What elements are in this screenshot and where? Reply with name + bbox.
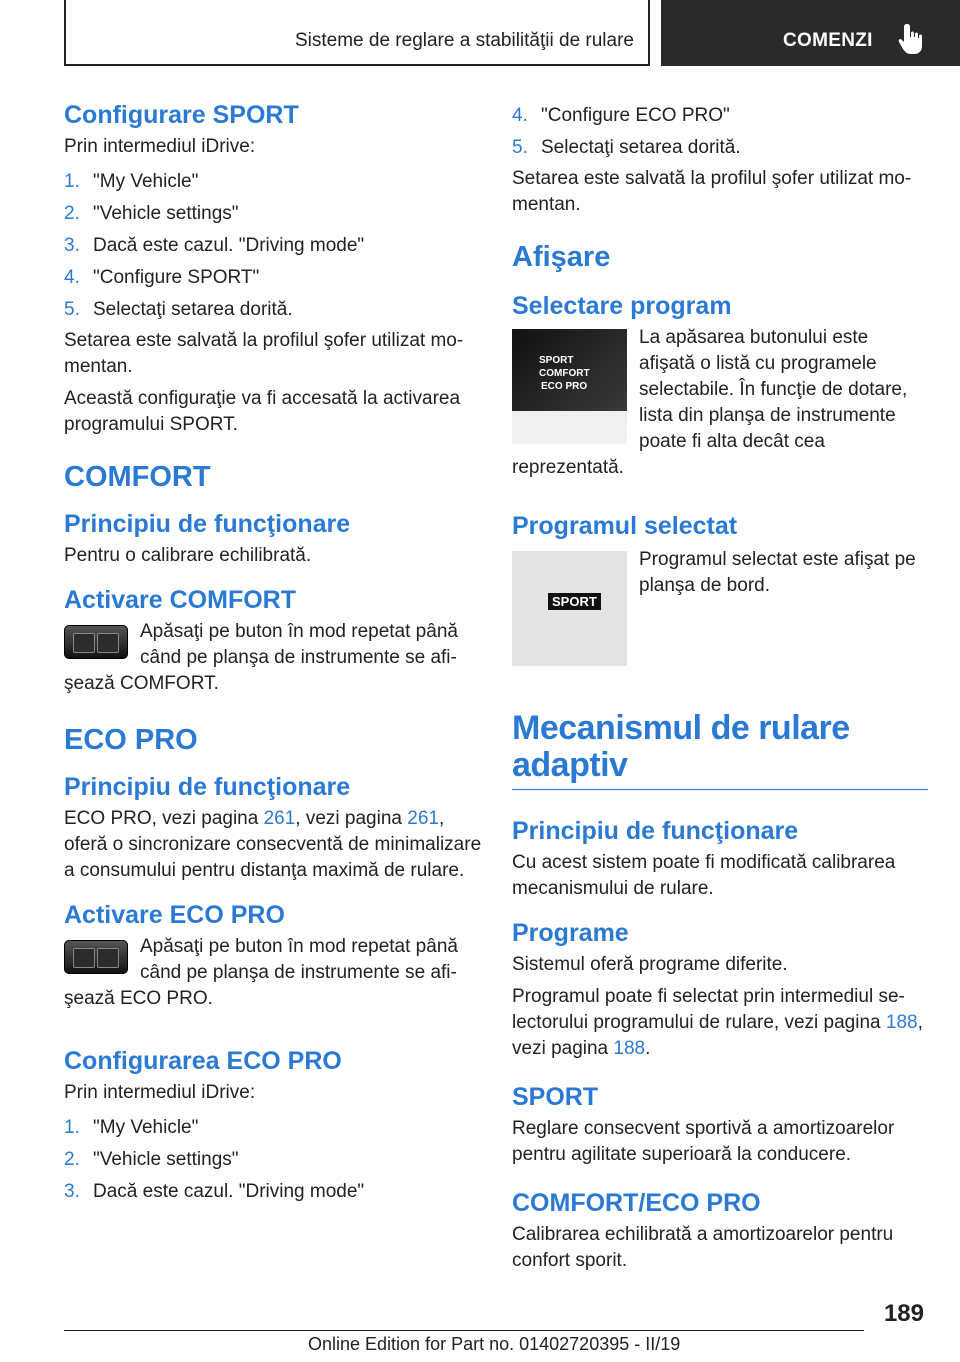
list-item: 1. "My Vehicle" (64, 171, 199, 192)
sport-text: Reglare consecvent sportivă a amortizoarelor pentru agilitate superioară la conducere. (512, 1117, 895, 1165)
eco-config-steps (64, 1112, 482, 1208)
config-sport-steps (64, 166, 482, 326)
select-program-heading: Selectare program (512, 291, 732, 320)
eco-config-steps-cont (512, 100, 928, 164)
footer-divider (64, 1330, 864, 1331)
hand-pointer-icon (897, 22, 927, 56)
page-link[interactable]: 261 (407, 807, 439, 829)
page-number: 189 (883, 1300, 924, 1327)
list-item: 4. "Configure SPORT" (64, 267, 260, 288)
section-label: COMENZI (783, 30, 873, 51)
comfort-activate-block (64, 619, 482, 697)
list-item: 1. "My Vehicle" (64, 1116, 199, 1138)
eco-config-intro: Prin intermediul iDrive: (64, 1081, 256, 1103)
config-sport-heading: Configurare SPORT (64, 101, 299, 129)
edition-text: Online Edition for Part no. 01402720395 - II/19 (308, 1334, 681, 1354)
chapter-title-box (64, 0, 650, 66)
list-item: 2. "Vehicle settings" (64, 203, 239, 224)
programs-text: Sistemul oferă programe diferite. (512, 953, 788, 975)
saved-note: Setarea este salvată la profilul şofer utilizat mo-mentan. (64, 330, 464, 377)
eco-activate-heading: Activare ECO PRO (64, 900, 285, 929)
page-link[interactable]: 261 (263, 807, 296, 829)
comfort-principle-heading: Principiu de funcţionare (64, 509, 351, 538)
comfort-principle-text: Pentru o calibrare echilibrată. (64, 544, 312, 566)
list-item: 5. Selectaţi setarea dorită. (512, 137, 741, 158)
eco-activate-text: Apăsaţi pe buton în mod repetat până când pe planşa de instrumente se afi-şează ECO PRO. (64, 935, 458, 1009)
list-item: 4. "Configure ECO PRO" (512, 105, 730, 126)
list-item: 3. Dacă este cazul. "Driving mode" (64, 1180, 365, 1202)
driving-mode-button-image (64, 940, 128, 974)
page-link[interactable]: 188 (613, 1037, 646, 1059)
selected-program-heading: Programul selectat (512, 511, 738, 540)
comfort-eco-text: Calibrarea echilibrată a amortizoarelor pentru confort sporit. (512, 1223, 894, 1271)
eco-pro-heading: ECO PRO (64, 723, 198, 756)
adaptive-principle-text: Cu acest sistem poate fi modificată calibrarea mecanismului de rulare. (512, 851, 896, 899)
display-heading: Afişare (512, 241, 611, 273)
menu-item: SPORT (539, 354, 574, 366)
sport-heading: SPORT (512, 1082, 599, 1111)
menu-item: ECO PRO (541, 380, 588, 392)
comfort-activate-text: Apăsaţi pe buton în mod repetat până când pe planşa de instrumente se afi-şează COMFORT. (64, 620, 458, 694)
section-tab[interactable] (661, 0, 960, 66)
programs-selector-text: Programul poate fi selectat prin intermediul se-lectorului programului de rulare, vezi pagina 188, vezi pagina 188. (512, 985, 923, 1059)
selected-program-text: Programul selectat este afişat pe planşa de bord. (639, 548, 916, 596)
page-link[interactable]: 188 (885, 1011, 918, 1033)
right-column (512, 100, 928, 1274)
sport-tag: SPORT (548, 593, 601, 610)
access-note: Această configuraţie va fi accesată la activarea programului SPORT. (64, 388, 461, 435)
eco-principle-text: ECO PRO, vezi pagina 261, vezi pagina 261, oferă o sincronizare consecventă de minimalizare a consumului pentru distanţa maximă de rulare. (64, 807, 482, 881)
adaptive-chassis-heading: Mecanismul de rulare adaptiv (512, 710, 928, 790)
comfort-activate-heading: Activare COMFORT (64, 585, 296, 614)
comfort-eco-heading: COMFORT/ECO PRO (512, 1188, 761, 1217)
select-program-block (512, 325, 928, 481)
eco-activate-block (64, 934, 482, 1012)
page-header (0, 0, 960, 66)
list-item: 2. "Vehicle settings" (64, 1148, 239, 1170)
eco-principle-heading: Principiu de funcţionare (64, 772, 351, 801)
adaptive-principle-heading: Principiu de funcţionare (512, 816, 799, 845)
saved-note: Setarea este salvată la profilul şofer utilizat mo-mentan. (512, 168, 912, 215)
eco-config-heading: Configurarea ECO PRO (64, 1046, 342, 1075)
programs-heading: Programe (512, 918, 629, 947)
config-sport-intro: Prin intermediul iDrive: (64, 136, 256, 157)
comfort-heading: COMFORT (64, 461, 211, 493)
chapter-title: Sisteme de reglare a stabilităţii de rulare (294, 30, 634, 51)
left-column (64, 100, 482, 1208)
selected-program-image (512, 551, 627, 666)
driving-mode-button-image (64, 625, 128, 659)
list-item: 3. Dacă este cazul. "Driving mode" (64, 235, 365, 256)
select-program-text: La apăsarea butonului este afişată o listă cu programele selectabile. În funcţie de dotare, lista din planşa de instrumente poate fi alta decât cea reprezentată. (512, 326, 908, 478)
list-item: 5. Selectaţi setarea dorită. (64, 299, 293, 320)
menu-item: COMFORT (539, 367, 590, 379)
selected-program-block (512, 547, 928, 670)
program-list-image (512, 329, 627, 444)
